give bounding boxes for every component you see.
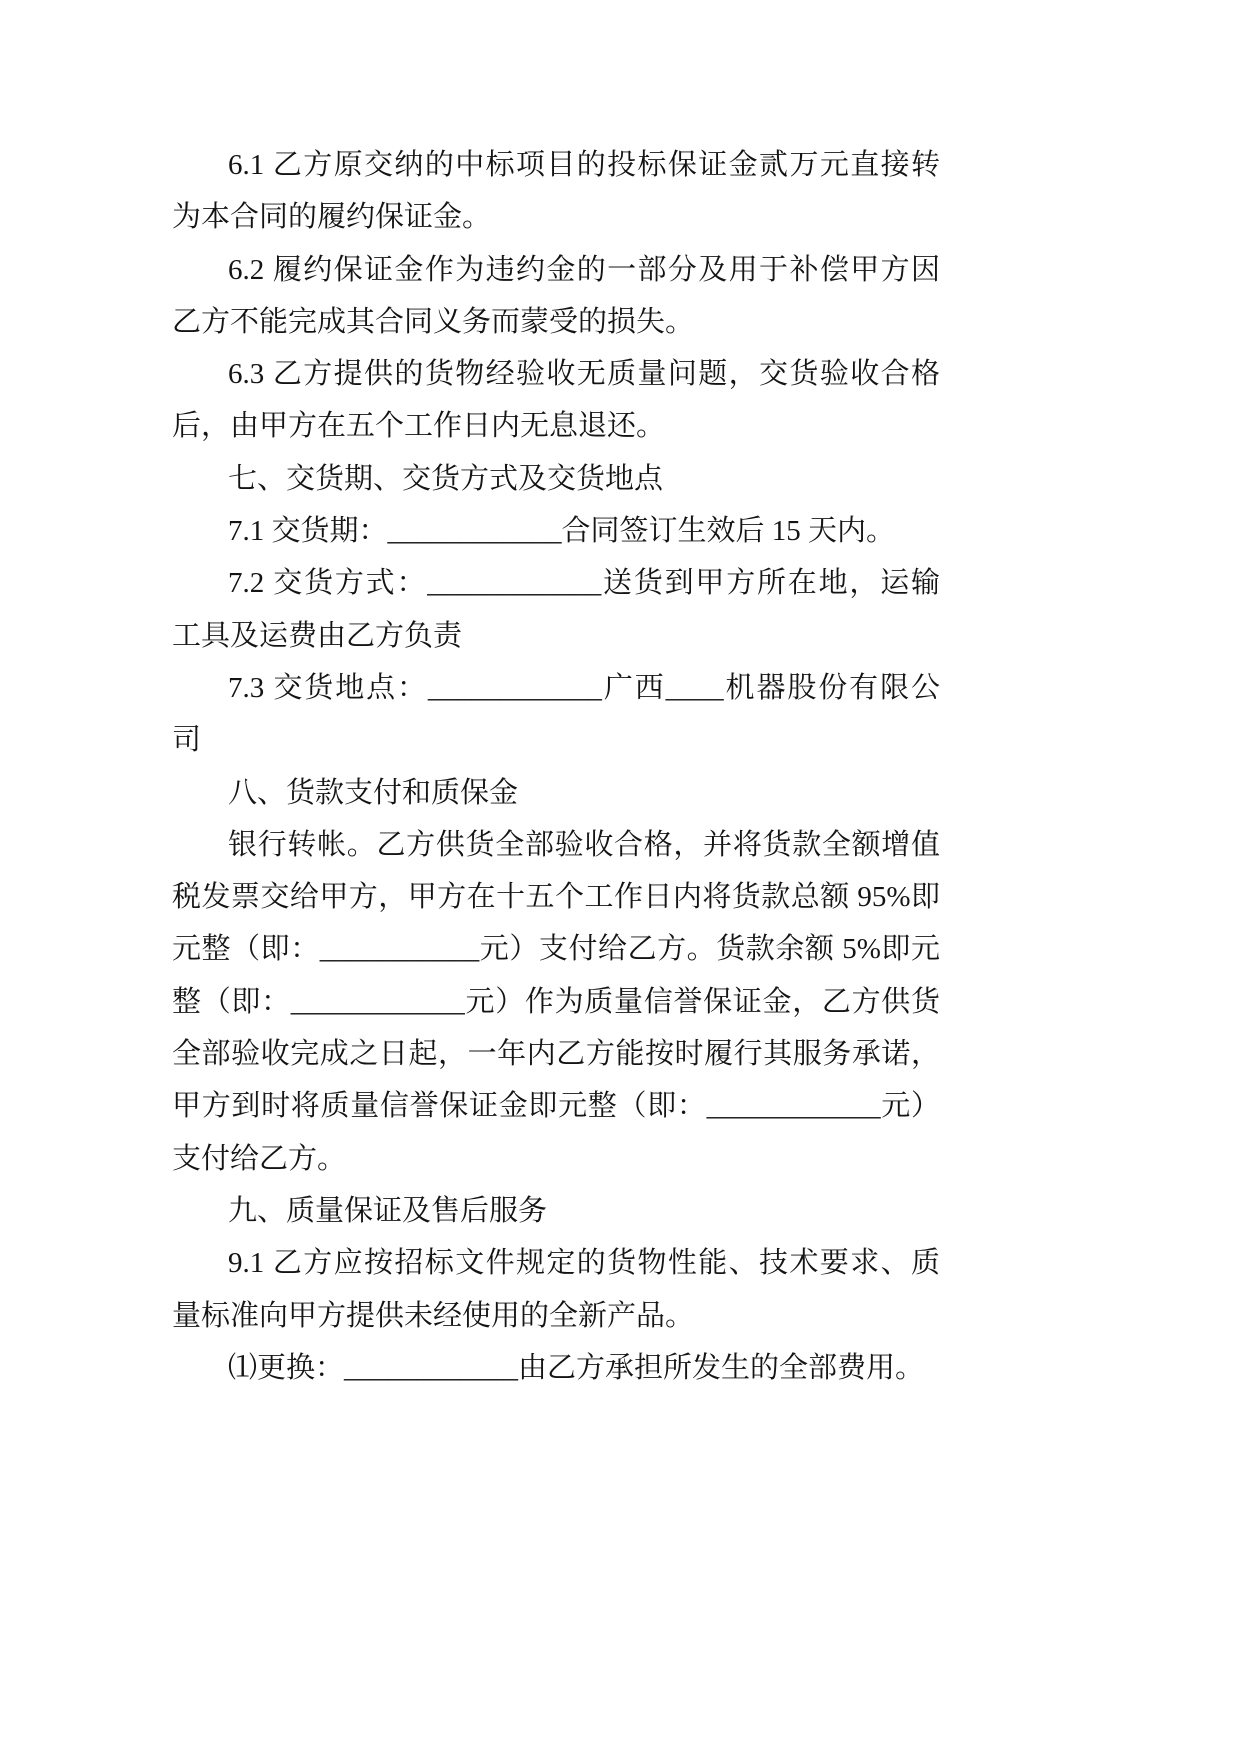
text-line: 税发票交给甲方，甲方在十五个工作日内将货款总额 95%即 (172, 881, 940, 914)
text-line: 后，由甲方在五个工作日内无息退还。 (172, 410, 666, 443)
text-line: 甲方到时将质量信誉保证金即元整（即：____________元） (172, 1090, 940, 1123)
section-heading-text: 八、货款支付和质保金 (228, 776, 519, 809)
text-line: 支付给乙方。 (172, 1142, 347, 1175)
text-line: 银行转帐。乙方供货全部验收合格，并将货款全额增值 (228, 828, 940, 861)
text-line: ⑴更换：____________由乙方承担所发生的全部费用。 (228, 1351, 925, 1384)
section-heading-9 (172, 1185, 940, 1237)
clause-7-1 (172, 505, 940, 557)
payment-terms-paragraph (172, 819, 940, 1185)
text-line: 7.3 交货地点：____________广西____机器股份有限公 (228, 671, 940, 704)
text-line: 元整（即：___________元）支付给乙方。货款余额 5%即元 (172, 933, 940, 966)
text-line: 量标准向甲方提供未经使用的全新产品。 (172, 1299, 695, 1332)
clause-9-1 (172, 1237, 940, 1342)
text-line: 6.3 乙方提供的货物经验收无质量问题，交货验收合格 (228, 358, 940, 391)
section-heading-text: 七、交货期、交货方式及交货地点 (228, 462, 664, 495)
contract-text-body (172, 139, 940, 1394)
clause-6-1 (172, 139, 940, 244)
text-line: 6.1 乙方原交纳的中标项目的投标保证金贰万元直接转 (228, 149, 940, 181)
section-heading-7 (172, 453, 940, 505)
section-heading-8 (172, 767, 940, 819)
text-line: 7.2 交货方式：____________送货到甲方所在地，运输 (228, 567, 940, 600)
clause-7-3 (172, 662, 940, 767)
section-heading-text: 九、质量保证及售后服务 (228, 1194, 548, 1227)
clause-6-3 (172, 348, 940, 453)
clause-7-2 (172, 557, 940, 662)
text-line: 全部验收完成之日起，一年内乙方能按时履行其服务承诺， (172, 1038, 940, 1071)
clause-6-2 (172, 244, 940, 349)
text-line: 6.2 履约保证金作为违约金的一部分及用于补偿甲方因 (228, 253, 940, 286)
text-line: 9.1 乙方应按招标文件规定的货物性能、技术要求、质 (228, 1247, 940, 1280)
text-line: 7.1 交货期：____________合同签订生效后 15 天内。 (228, 515, 896, 548)
text-line: 司 (172, 724, 202, 757)
text-line: 整（即：____________元）作为质量信誉保证金，乙方供货 (172, 985, 940, 1018)
clause-9-1-item-1 (172, 1342, 940, 1394)
text-line: 为本合同的履约保证金。 (172, 201, 492, 234)
text-line: 乙方不能完成其合同义务而蒙受的损失。 (172, 305, 695, 338)
text-line: 工具及运费由乙方负责 (172, 619, 463, 652)
